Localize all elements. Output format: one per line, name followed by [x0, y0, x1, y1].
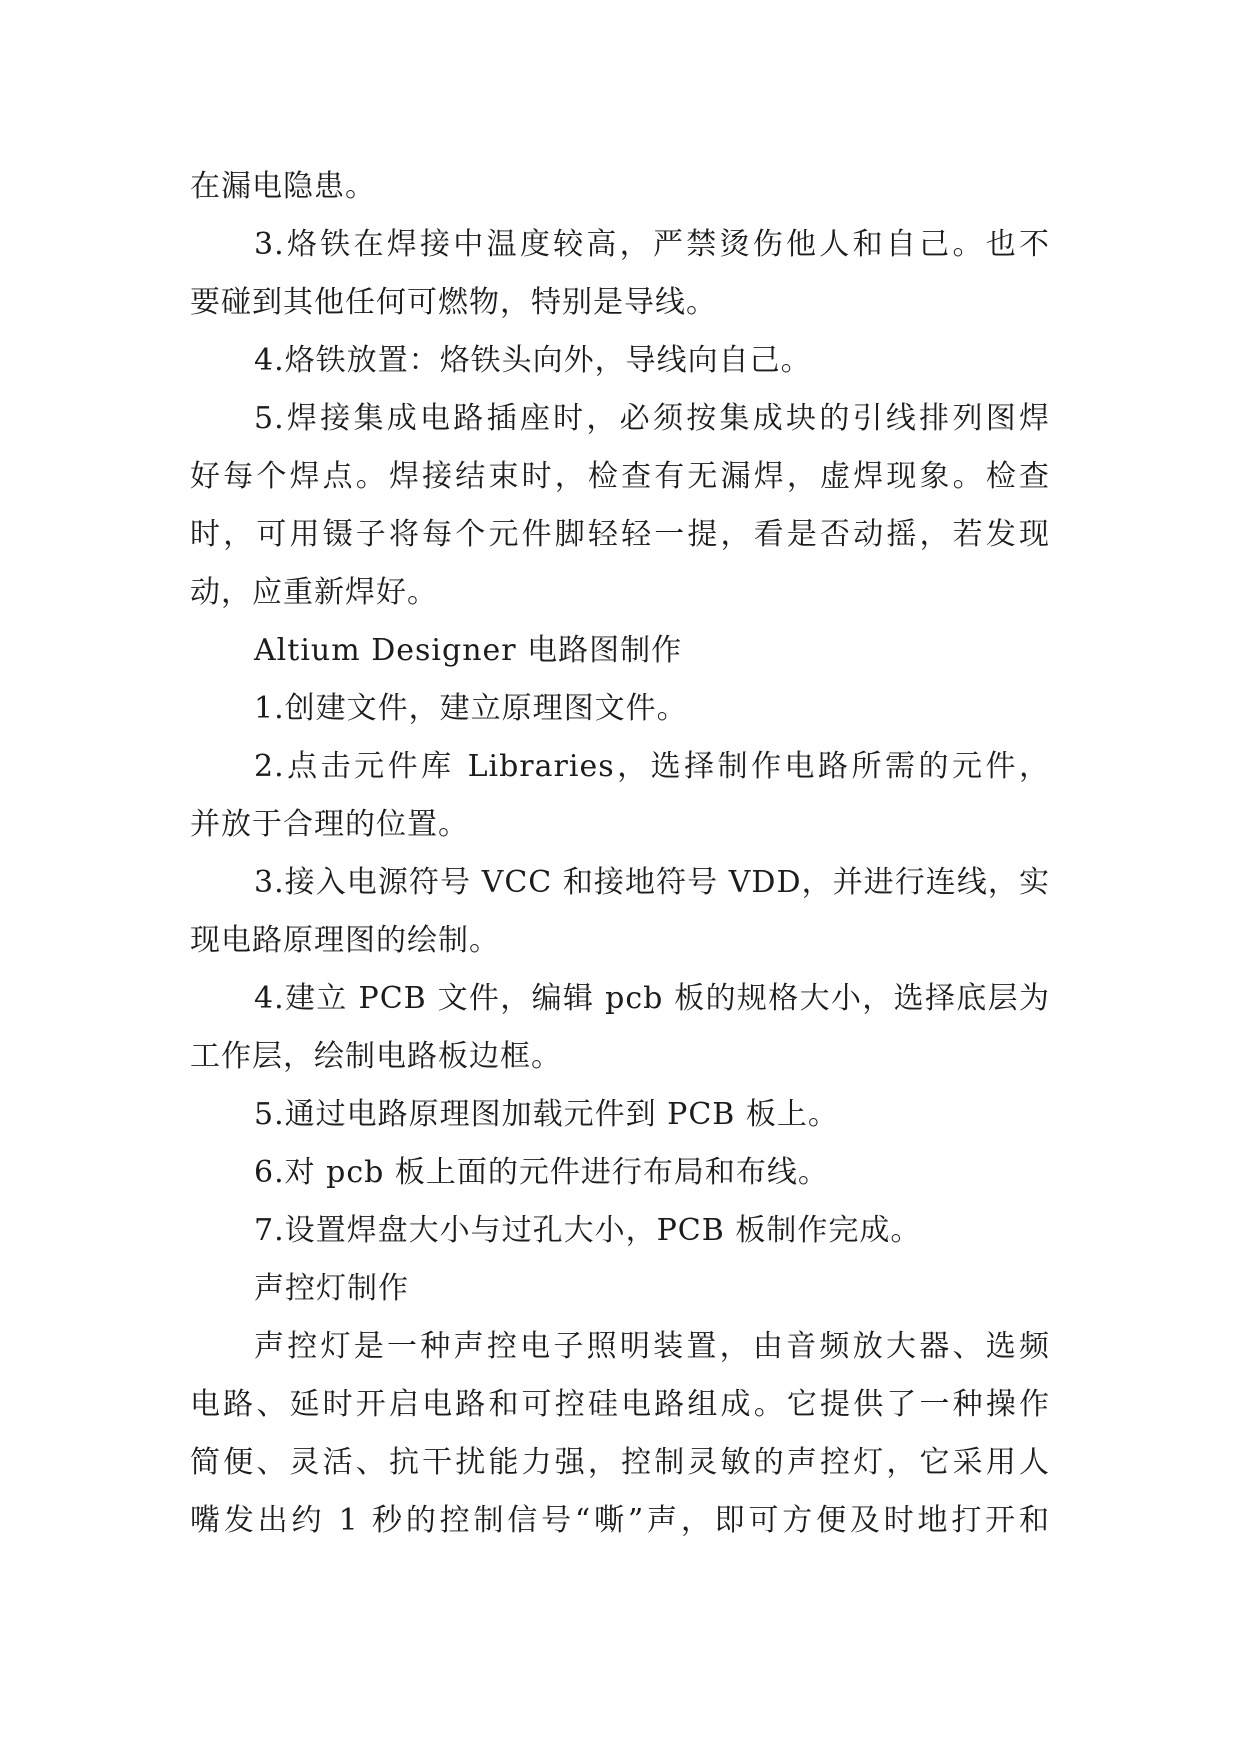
text-line: 简便、灵活、抗干扰能力强，控制灵敏的声控灯，它采用人	[190, 1445, 1050, 1480]
text-line: 并放于合理的位置。	[190, 807, 469, 842]
text-line: 要碰到其他任何可燃物，特别是导线。	[190, 285, 717, 320]
text-line: 5.通过电路原理图加载元件到 PCB 板上。	[254, 1097, 839, 1132]
text-line: 时，可用镊子将每个元件脚轻轻一提，看是否动摇，若发现	[190, 517, 1050, 552]
text-line: 4.建立 PCB 文件，编辑 pcb 板的规格大小，选择底层为	[254, 981, 1050, 1016]
text-line: 6.对 pcb 板上面的元件进行布局和布线。	[254, 1155, 829, 1190]
text-line: 5.焊接集成电路插座时，必须按集成块的引线排列图焊	[254, 401, 1050, 436]
text-line: 嘴发出约 1 秒的控制信号“嘶”声，即可方便及时地打开和	[190, 1503, 1050, 1538]
text-line: 动，应重新焊好。	[190, 575, 438, 610]
text-line: 3.接入电源符号 VCC 和接地符号 VDD，并进行连线，实	[254, 865, 1050, 900]
section-heading: Altium Designer 电路图制作	[254, 633, 683, 668]
text-line: 1.创建文件，建立原理图文件。	[254, 691, 688, 726]
text-line: 4.烙铁放置：烙铁头向外，导线向自己。	[254, 343, 812, 378]
text-line: 3.烙铁在焊接中温度较高，严禁烫伤他人和自己。也不	[254, 227, 1050, 262]
text-line: 好每个焊点。焊接结束时，检查有无漏焊，虚焊现象。检查	[190, 459, 1050, 494]
text-line: 电路、延时开启电路和可控硅电路组成。它提供了一种操作	[190, 1387, 1050, 1422]
section-heading: 声控灯制作	[254, 1271, 409, 1306]
text-line: 工作层，绘制电路板边框。	[190, 1039, 562, 1074]
text-line: 7.设置焊盘大小与过孔大小，PCB 板制作完成。	[254, 1213, 922, 1248]
text-line: 2.点击元件库 Libraries，选择制作电路所需的元件，	[254, 749, 1050, 784]
document-body	[190, 158, 1050, 1550]
text-line: 声控灯是一种声控电子照明装置，由音频放大器、选频	[254, 1329, 1050, 1364]
text-line: 现电路原理图的绘制。	[190, 923, 500, 958]
text-line: 在漏电隐患。	[190, 169, 376, 204]
